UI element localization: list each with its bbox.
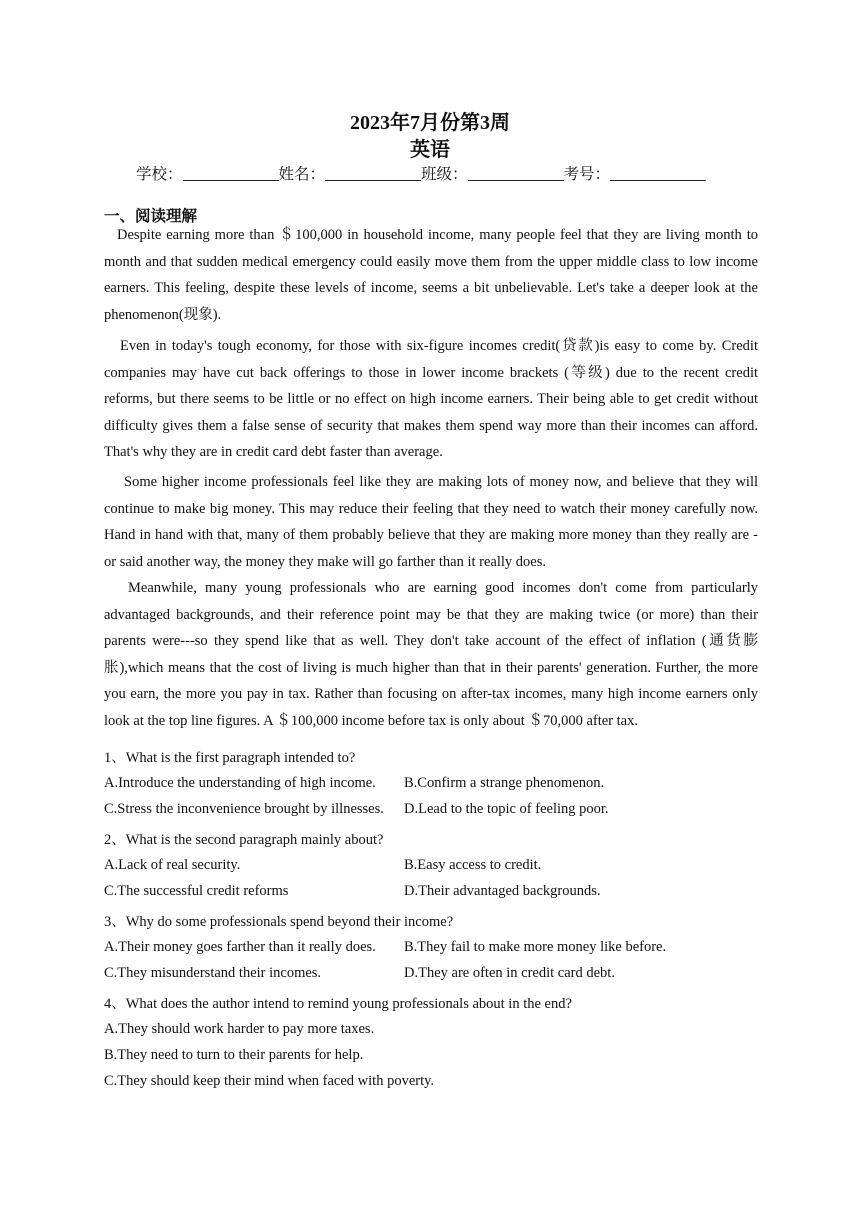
exam-number-blank[interactable] [610, 166, 706, 181]
q2-option-a[interactable]: A.Lack of real security. [104, 857, 241, 873]
class-label: 班级： [421, 165, 468, 183]
question-3: 3、Why do some professionals spend beyond their income? [104, 914, 454, 930]
q3-option-c[interactable]: C.They misunderstand their incomes. [104, 965, 322, 981]
q3-option-a[interactable]: A.Their money goes farther than it really does. [104, 939, 376, 955]
subject-title: 英语 [410, 139, 450, 161]
name-blank[interactable] [325, 166, 421, 181]
q2-option-b[interactable]: B.Easy access to credit. [404, 857, 542, 873]
student-info-line [136, 162, 706, 184]
school-label: 学校： [136, 165, 183, 183]
q1-option-b[interactable]: B.Confirm a strange phenomenon. [404, 775, 605, 791]
passage-paragraph [104, 575, 758, 734]
q1-option-a[interactable]: A.Introduce the understanding of high income. [104, 775, 376, 791]
q2-option-c[interactable]: C.The successful credit reforms [104, 883, 289, 899]
school-blank[interactable] [183, 166, 279, 181]
q4-option-c[interactable]: C.They should keep their mind when faced with poverty. [104, 1073, 435, 1089]
section-heading: 一、阅读理解 [104, 207, 198, 225]
passage-paragraph [104, 333, 758, 466]
class-blank[interactable] [468, 166, 564, 181]
paragraph-4: Meanwhile, many young professionals who are earning good incomes don't come from particularly advantaged backgrounds, and their reference point may be that they are making twice (or more) than their parents were---so they spend like that as well. They don't take account of the effect of inflation (通货膨胀),which means that the cost of living is much higher than that in their parents' generation. Further, the more you earn, the more you pay in tax. Rather than focusing on after-tax incomes, many high income earners only look at the top line figures. A ＄100,000 income before tax is only about ＄70,000 after tax. [104, 580, 758, 729]
exam-number-label: 考号： [563, 165, 611, 183]
question-1: 1、What is the first paragraph intended to? [104, 750, 356, 766]
page-title: 2023年7月份第3周 [350, 112, 510, 134]
paragraph-2: Even in today's tough economy, for those with six-figure incomes credit(贷款)is easy to come by. Credit companies may have cut back offerings to those in lower income brackets (等级) due to the recent credit reforms, but there seems to be little or no effect on high income earners. Their being able to get credit without difficulty gives them a false sense of security that makes them spend way more than their incomes can afford. That's why they are in credit card debt faster than average. [104, 338, 758, 460]
name-label: 姓名： [278, 165, 326, 183]
question-4: 4、What does the author intend to remind young professionals about in the end? [104, 996, 572, 1012]
paragraph-3: Some higher income professionals feel like they are making lots of money now, and believe that they will continue to make big money. This may reduce their feeling that they need to watch their money carefully now. Hand in hand with that, many of them probably believe that they are making more money than they really are - or said another way, the money they make will go farther than it really does. [104, 474, 758, 570]
q1-option-c[interactable]: C.Stress the inconvenience brought by illnesses. [104, 801, 384, 817]
q3-option-d[interactable]: D.They are often in credit card debt. [404, 965, 615, 981]
passage-paragraph [104, 222, 758, 328]
q3-option-b[interactable]: B.They fail to make more money like before. [404, 939, 667, 955]
q4-option-a[interactable]: A.They should work harder to pay more taxes. [104, 1021, 375, 1037]
q2-option-d[interactable]: D.Their advantaged backgrounds. [404, 883, 601, 899]
question-2: 2、What is the second paragraph mainly about? [104, 832, 384, 848]
q1-option-d[interactable]: D.Lead to the topic of feeling poor. [404, 801, 609, 817]
passage-paragraph [104, 469, 758, 575]
q4-option-b[interactable]: B.They need to turn to their parents for help. [104, 1047, 364, 1063]
paragraph-1: Despite earning more than ＄100,000 in household income, many people feel that they are living month to month and that sudden medical emergency could easily move them from the upper middle class to low income earners. This feeling, despite these levels of income, seems a bit unbelievable. Let's take a deeper look at the phenomenon(现象). [104, 227, 758, 323]
